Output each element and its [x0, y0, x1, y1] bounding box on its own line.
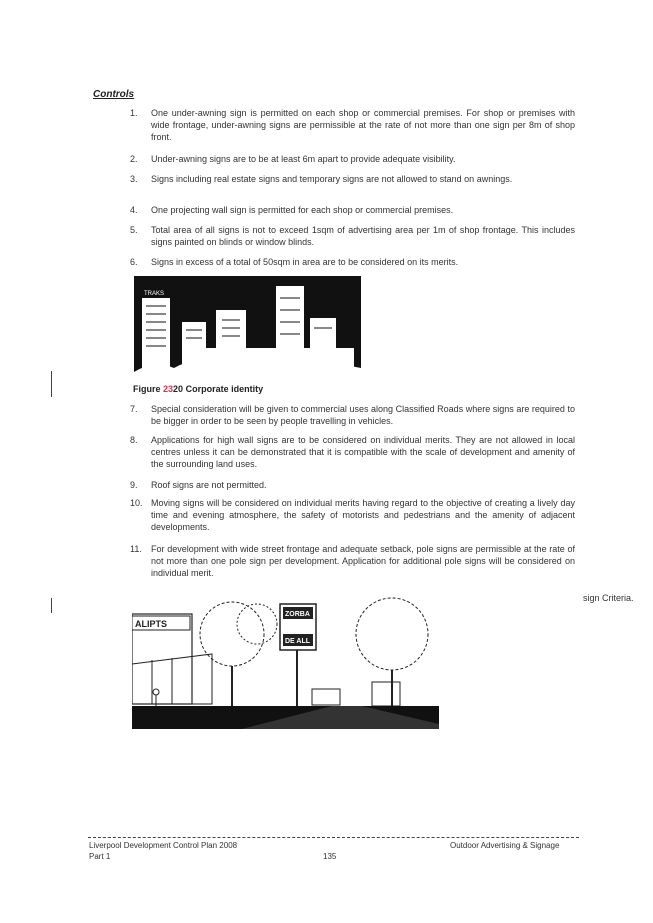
control-item-5 [130, 224, 575, 248]
control-item-4 [130, 204, 575, 216]
partial-text-line: sign Criteria. [583, 593, 634, 603]
inserted-figure-number: 20 [173, 384, 184, 394]
item-text: One under-awning sign is permitted on each shop or commercial premises. For shop or premises with wide frontage, under-awning signs are permissible at the rate of not more than one sign per 8m of shop front. [151, 108, 575, 143]
item-number: 9. [130, 480, 138, 490]
item-text: Roof signs are not permitted. [151, 480, 267, 490]
item-number: 4. [130, 205, 138, 215]
item-text: Signs in excess of a total of 50sqm in area are to be considered on its merits. [151, 257, 459, 267]
item-text: Moving signs will be considered on individual merits having regard to the objective of creating a lively day time and evening atmosphere, the safety of motorists and pedestrians and the amenity of adjacent developments. [151, 498, 575, 533]
footer-divider [88, 837, 579, 838]
shopfront-sign-text: ALIPTS [135, 619, 168, 629]
footer-document-title: Liverpool Development Control Plan 2008 [89, 841, 238, 850]
skyline-illustration [134, 276, 361, 372]
item-number: 11. [130, 544, 142, 554]
item-text: Total area of all signs is not to exceed 1sqm of advertising area per 1m of shop frontage. This includes signs painted on blinds or window blinds. [151, 225, 575, 248]
item-number: 6. [130, 257, 138, 267]
control-item-11 [130, 543, 575, 580]
item-number: 8. [130, 435, 138, 445]
page-number: 135 [323, 852, 337, 861]
item-text: Under-awning signs are to be at least 6m apart to provide adequate visibility. [151, 154, 456, 164]
item-text: Signs including real estate signs and temporary signs are not allowed to stand on awnings. [151, 174, 513, 184]
item-number: 7. [130, 404, 138, 414]
footer-part: Part 1 [89, 852, 111, 861]
control-item-3 [130, 173, 575, 185]
control-item-7 [130, 403, 575, 427]
change-bar [51, 598, 52, 613]
item-text: Special consideration will be given to commercial uses along Classified Roads where signs are required to be bigger in order to be seen by people travelling in vehicles. [151, 404, 575, 427]
footer-section-title: Outdoor Advertising & Signage [450, 841, 560, 850]
figure-caption: Figure 2320 Corporate identity [133, 384, 264, 394]
pole-sign-top-text: ZORBA [285, 611, 310, 618]
item-text: Applications for high wall signs are to be considered on individual merits. They are not allowed in local centres unless it can be demonstrated that it is compatible with the scale of development and amenity of the surrounding land uses. [151, 435, 575, 470]
figure-title: Corporate identity [185, 384, 264, 394]
control-item-6 [130, 256, 575, 268]
item-number: 3. [130, 174, 138, 184]
item-text: One projecting wall sign is permitted for each shop or commercial premises. [151, 205, 454, 215]
control-item-9 [130, 479, 575, 491]
deleted-figure-number: 23 [163, 384, 174, 394]
pole-sign-bottom-text: DE ALL [285, 638, 311, 645]
section-heading: Controls [93, 89, 135, 100]
control-item-2 [130, 153, 575, 165]
item-number: 5. [130, 225, 138, 235]
control-item-1 [130, 107, 575, 144]
item-number: 1. [130, 108, 138, 118]
item-text: For development with wide street frontage and adequate setback, pole signs are permissible at the rate of not more than one pole sign per development. Application for additional pole signs will be considered on individual merit. [151, 544, 575, 579]
control-item-8 [130, 434, 575, 471]
change-bar [51, 371, 52, 397]
street-scene-illustration [132, 594, 439, 729]
item-number: 10. [130, 498, 143, 508]
control-item-10 [130, 497, 575, 534]
item-number: 2. [130, 154, 138, 164]
skyline-sign-text: TRAKS [144, 291, 165, 297]
